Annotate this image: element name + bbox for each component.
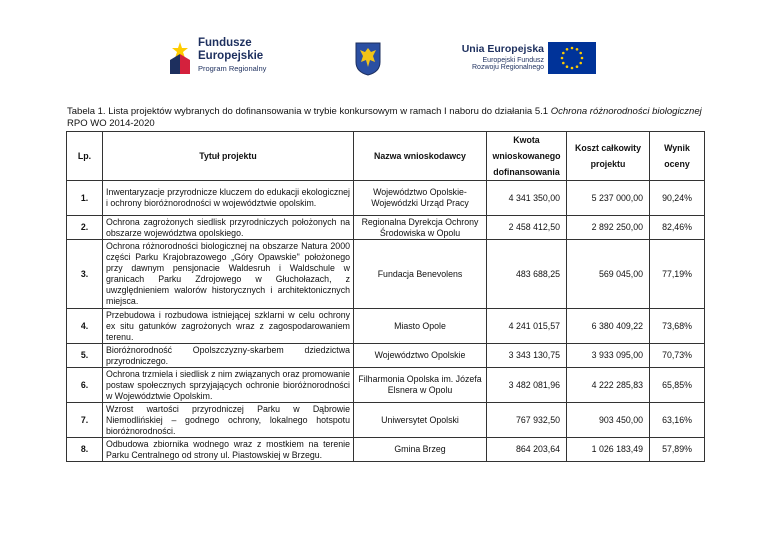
cell-result: 70,73% [650,344,705,368]
table-row [67,216,705,240]
header-amount: Kwota wnioskowanego dofinansowania [487,132,567,181]
table-row [67,438,705,462]
cell-lp: 8. [67,438,103,462]
cell-total: 1 026 183,49 [567,438,650,462]
cell-result: 82,46% [650,216,705,240]
cell-amount: 4 241 015,57 [487,309,567,344]
cell-result: 63,16% [650,403,705,438]
cell-applicant: Województwo Opolskie [354,344,487,368]
table-caption [67,106,707,130]
cell-amount: 864 203,64 [487,438,567,462]
cell-applicant: Filharmonia Opolska im. Józefa Elsnera w Opolu [354,368,487,403]
table-row [67,368,705,403]
cell-applicant: Uniwersytet Opolski [354,403,487,438]
opolskie-eagle-crest-icon [355,42,381,76]
eu-logo-line2: Europejski Fundusz [482,57,544,65]
cell-total: 3 933 095,00 [567,344,650,368]
caption-prefix: Tabela 1. Lista projektów wybranych do dofinansowania w trybie konkursowym w ramach I naboru do działania 5.1 [67,106,551,117]
cell-title: Inwentaryzacje przyrodnicze kluczem do edukacji ekologicznej i ochrony bioróżnorodności w województwie opolskim. [103,181,354,216]
header-applicant: Nazwa wnioskodawcy [354,132,487,181]
cell-lp: 1. [67,181,103,216]
unia-europejska-logo [452,42,602,82]
cell-lp: 7. [67,403,103,438]
cell-amount: 3 343 130,75 [487,344,567,368]
cell-amount: 767 932,50 [487,403,567,438]
cell-lp: 5. [67,344,103,368]
cell-result: 57,89% [650,438,705,462]
header-result: Wynik oceny [650,132,705,181]
cell-title: Ochrona zagrożonych siedlisk przyrodniczych położonych na obszarze województwa opolskiego. [103,216,354,240]
cell-result: 65,85% [650,368,705,403]
fe-logo-line3: Program Regionalny [198,64,267,73]
cell-total: 569 045,00 [567,240,650,309]
cell-title: Bioróżnorodność Opolszczyzny-skarbem dziedzictwa przyrodniczego. [103,344,354,368]
caption-italic: Ochrona różnorodności biologicznej [550,106,702,117]
cell-applicant: Gmina Brzeg [354,438,487,462]
fe-logo-line1: Fundusze [198,37,252,49]
cell-title: Ochrona różnorodności biologicznej na obszarze Natura 2000 części Parku Krajobrazowego „Góry Opawskie" położonego przy dawnym pensjonacie Waldesruh i Waldschule w granicach Parku Zdrojowego w Głuchołazach, z uwzględnieniem walorów historycznych i architektonicznych miejsca. [103,240,354,309]
cell-applicant: Miasto Opole [354,309,487,344]
cell-total: 6 380 409,22 [567,309,650,344]
cell-title: Przebudowa i rozbudowa istniejącej szklarni w celu ochrony ex situ gatunków zagrożonych wraz z zagospodarowaniem terenu. [103,309,354,344]
table-row [67,181,705,216]
cell-amount: 3 482 081,96 [487,368,567,403]
cell-total: 4 222 285,83 [567,368,650,403]
table-row [67,344,705,368]
eu-logo-line3: Rozwoju Regionalnego [472,64,544,72]
cell-result: 77,19% [650,240,705,309]
cell-lp: 4. [67,309,103,344]
cell-lp: 3. [67,240,103,309]
cell-title: Odbudowa zbiornika wodnego wraz z mostkiem na terenie Parku Centralnego od strony ul. Piastowskiej w Brzegu. [103,438,354,462]
header-lp: Lp. [67,132,103,181]
table-row [67,240,705,309]
cell-total: 5 237 000,00 [567,181,650,216]
cell-lp: 6. [67,368,103,403]
eu-flag-icon [548,42,596,74]
cell-amount: 2 458 412,50 [487,216,567,240]
header-logos [0,36,768,86]
cell-result: 73,68% [650,309,705,344]
cell-amount: 483 688,25 [487,240,567,309]
cell-applicant: Regionalna Dyrekcja Ochrony Środowiska w Opolu [354,216,487,240]
header-title: Tytuł projektu [103,132,354,181]
fundusze-europejskie-logo [168,36,288,82]
table-header-row [67,132,705,181]
caption-suffix: RPO WO 2014-2020 [67,118,155,129]
fe-star-mark-icon [168,40,192,76]
cell-total: 903 450,00 [567,403,650,438]
projects-table [66,131,705,462]
table-row [67,403,705,438]
cell-amount: 4 341 350,00 [487,181,567,216]
table-row [67,309,705,344]
eu-logo-line1: Unia Europejska [461,43,544,55]
cell-applicant: Fundacja Benevolens [354,240,487,309]
cell-title: Ochrona trzmiela i siedlisk z nim związanych oraz promowanie postaw społecznych sprzyjających ochronie bioróżnorodności w Województwie Opolskim. [103,368,354,403]
cell-result: 90,24% [650,181,705,216]
cell-applicant: Województwo Opolskie- Wojewódzki Urząd Pracy [354,181,487,216]
cell-lp: 2. [67,216,103,240]
cell-total: 2 892 250,00 [567,216,650,240]
cell-title: Wzrost wartości przyrodniczej Parku w Dąbrowie Niemodlińskiej – godnego ochrony, lokalnego hotspotu bioróżnorodności. [103,403,354,438]
fe-logo-line2: Europejskie [198,49,264,62]
header-total: Koszt całkowity projektu [567,132,650,181]
